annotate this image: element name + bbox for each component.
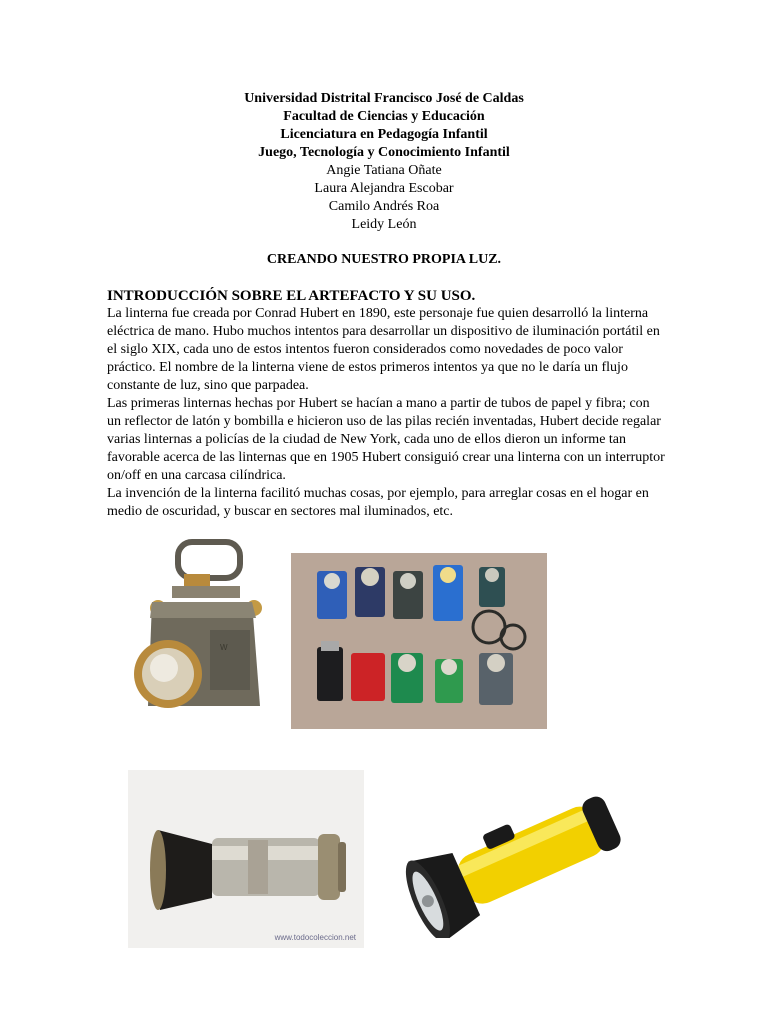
university-name: Universidad Distrital Francisco José de Caldas [244,91,524,106]
faculty-name: Facultad de Ciencias y Educación [283,109,485,124]
body-text [107,305,667,521]
paragraph: Las primeras linternas hechas por Hubert se hacían a mano a partir de tubos de papel y fibra; con un reflector de latón y bombilla e hicieron uso de las pilas recién inventadas, Hubert decide regalar varias linternas a policías de la ciudad de New York, cada uno de ellos dieron un informe tan favorable acerca de las linternas que en 1905 Hubert consiguió crear una linterna con un interruptor on/off en una carcasa cilíndrica. [107,396,665,483]
course-name: Juego, Tecnología y Conocimiento Infantil [258,145,510,160]
document-header [0,90,768,234]
paragraph: La invención de la linterna facilitó muchas cosas, por ejemplo, para arreglar cosas en el hogar en medio de oscuridad, y buscar en sectores mal iluminados, etc. [107,486,649,519]
document-title: CREANDO NUESTRO PROPIA LUZ. [266,252,502,267]
watermark: www.todocoleccion.net [274,933,356,942]
program-name: Licenciatura en Pedagogía Infantil [280,127,488,142]
author-name: Leidy León [351,217,417,232]
section-heading: INTRODUCCIÓN SOBRE EL ARTEFACTO Y SU USO. [107,288,476,304]
yellow-flashlight-photo [398,788,634,938]
author-name: Camilo Andrés Roa [328,199,440,214]
vintage-tube-flashlight-photo [128,770,364,948]
author-name: Angie Tatiana Oñate [326,163,442,178]
paragraph: La linterna fue creada por Conrad Hubert en 1890, este personaje fue quien desarrolló la linterna eléctrica de mano. Hubo muchos intentos para desarrollar un dispositivo de iluminación portátil en el siglo XIX, cada uno de estos intentos fueron considerados como novedades de poco valor práctico. El nombre de la linterna viene de estos primeros intentos ya que no le daría un flujo constante de luz, sino que parpadea. [107,306,660,393]
svg-text:W: W [220,643,228,652]
author-name: Laura Alejandra Escobar [314,181,454,196]
flashlight-collection-photo [291,553,547,729]
antique-lamp-photo [128,538,270,718]
